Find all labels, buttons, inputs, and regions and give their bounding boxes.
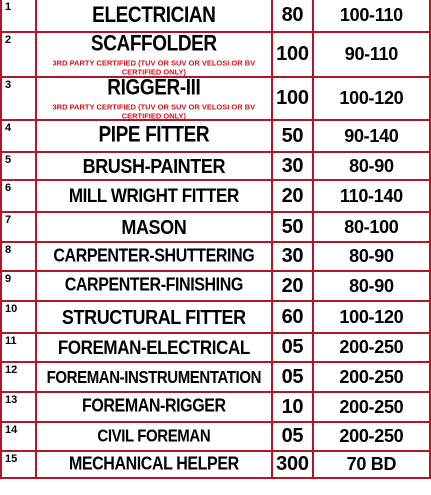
job-title-cell xyxy=(36,118,272,155)
salary-range: 200-250 xyxy=(313,333,430,362)
job-title: SCAFFOLDER xyxy=(90,31,217,56)
table-row xyxy=(1,451,430,478)
table-row xyxy=(1,32,430,77)
salary-range: 80-90 xyxy=(313,152,430,180)
row-number: 8 xyxy=(1,242,36,271)
job-title: MASON xyxy=(121,214,187,238)
certification-note: 3RD PARTY CERTIFIED (TUV OR SUV OR VELOSI OR BV CERTIFIED ONLY) xyxy=(52,58,256,77)
quantity: 50 xyxy=(272,120,313,152)
table-row xyxy=(1,333,430,362)
table-row xyxy=(1,152,430,180)
salary-range: 90-110 xyxy=(313,32,430,77)
row-number: 12 xyxy=(1,362,36,392)
row-number: 15 xyxy=(1,451,36,478)
row-number: 9 xyxy=(1,271,36,301)
row-number: 10 xyxy=(1,301,36,333)
row-number: 4 xyxy=(1,120,36,152)
quantity: 05 xyxy=(272,362,313,392)
table-row xyxy=(1,0,430,32)
job-title: BRUSH-PAINTER xyxy=(82,153,226,177)
quantity: 05 xyxy=(272,333,313,362)
table-row xyxy=(1,422,430,451)
salary-range: 80-90 xyxy=(313,271,430,301)
salary-range: 100-120 xyxy=(313,77,430,120)
quantity: 20 xyxy=(272,180,313,212)
row-number: 11 xyxy=(1,333,36,362)
job-title-cell xyxy=(36,29,272,81)
certification-note: 3RD PARTY CERTIFIED (TUV OR SUV OR VELOSI OR BV CERTIFIED ONLY) xyxy=(52,102,256,121)
salary-range: 70 BD xyxy=(313,451,430,478)
row-number: 14 xyxy=(1,422,36,451)
job-title: CIVIL FOREMAN xyxy=(97,426,211,447)
quantity: 100 xyxy=(272,77,313,120)
job-title: FOREMAN-INSTRUMENTATION xyxy=(46,367,262,387)
quantity: 50 xyxy=(272,212,313,242)
quantity: 80 xyxy=(272,0,313,32)
salary-range: 100-110 xyxy=(313,0,430,32)
quantity: 60 xyxy=(272,301,313,333)
table-row xyxy=(1,120,430,152)
job-title-cell xyxy=(36,74,272,123)
quantity: 30 xyxy=(272,242,313,271)
salary-range: 110-140 xyxy=(313,180,430,212)
table-row xyxy=(1,242,430,271)
job-title: STRUCTURAL FITTER xyxy=(61,304,246,328)
quantity: 10 xyxy=(272,392,313,422)
job-title: ELECTRICIAN xyxy=(92,2,216,27)
job-title: CARPENTER-FINISHING xyxy=(64,275,243,296)
quantity: 20 xyxy=(272,271,313,301)
row-number: 13 xyxy=(1,392,36,422)
table-row xyxy=(1,301,430,333)
row-number: 2 xyxy=(1,32,36,77)
job-title: RIGGER-III xyxy=(107,75,201,100)
job-title: MECHANICAL HELPER xyxy=(68,454,239,474)
vacancy-table-body xyxy=(1,0,430,478)
row-number: 1 xyxy=(1,0,36,32)
job-title: MILL WRIGHT FITTER xyxy=(68,184,239,207)
job-title: PIPE FITTER xyxy=(98,123,210,148)
salary-range: 100-120 xyxy=(313,301,430,333)
quantity: 100 xyxy=(272,32,313,77)
job-title: FOREMAN-ELECTRICAL xyxy=(57,336,250,358)
row-number: 5 xyxy=(1,152,36,180)
table-row xyxy=(1,362,430,392)
quantity: 05 xyxy=(272,422,313,451)
table-row xyxy=(1,212,430,242)
quantity: 300 xyxy=(272,451,313,478)
salary-range: 200-250 xyxy=(313,422,430,451)
table-row xyxy=(1,180,430,212)
table-row xyxy=(1,271,430,301)
row-number: 3 xyxy=(1,77,36,120)
table-row xyxy=(1,392,430,422)
salary-range: 90-140 xyxy=(313,120,430,152)
quantity: 30 xyxy=(272,152,313,180)
row-number: 6 xyxy=(1,180,36,212)
job-title: FOREMAN-RIGGER xyxy=(81,396,226,417)
salary-range: 80-90 xyxy=(313,242,430,271)
salary-range: 200-250 xyxy=(313,392,430,422)
salary-range: 80-100 xyxy=(313,212,430,242)
job-title-cell xyxy=(36,449,272,480)
table-row xyxy=(1,77,430,120)
row-number: 7 xyxy=(1,212,36,242)
salary-range: 200-250 xyxy=(313,362,430,392)
job-title: CARPENTER-SHUTTERING xyxy=(53,246,255,266)
